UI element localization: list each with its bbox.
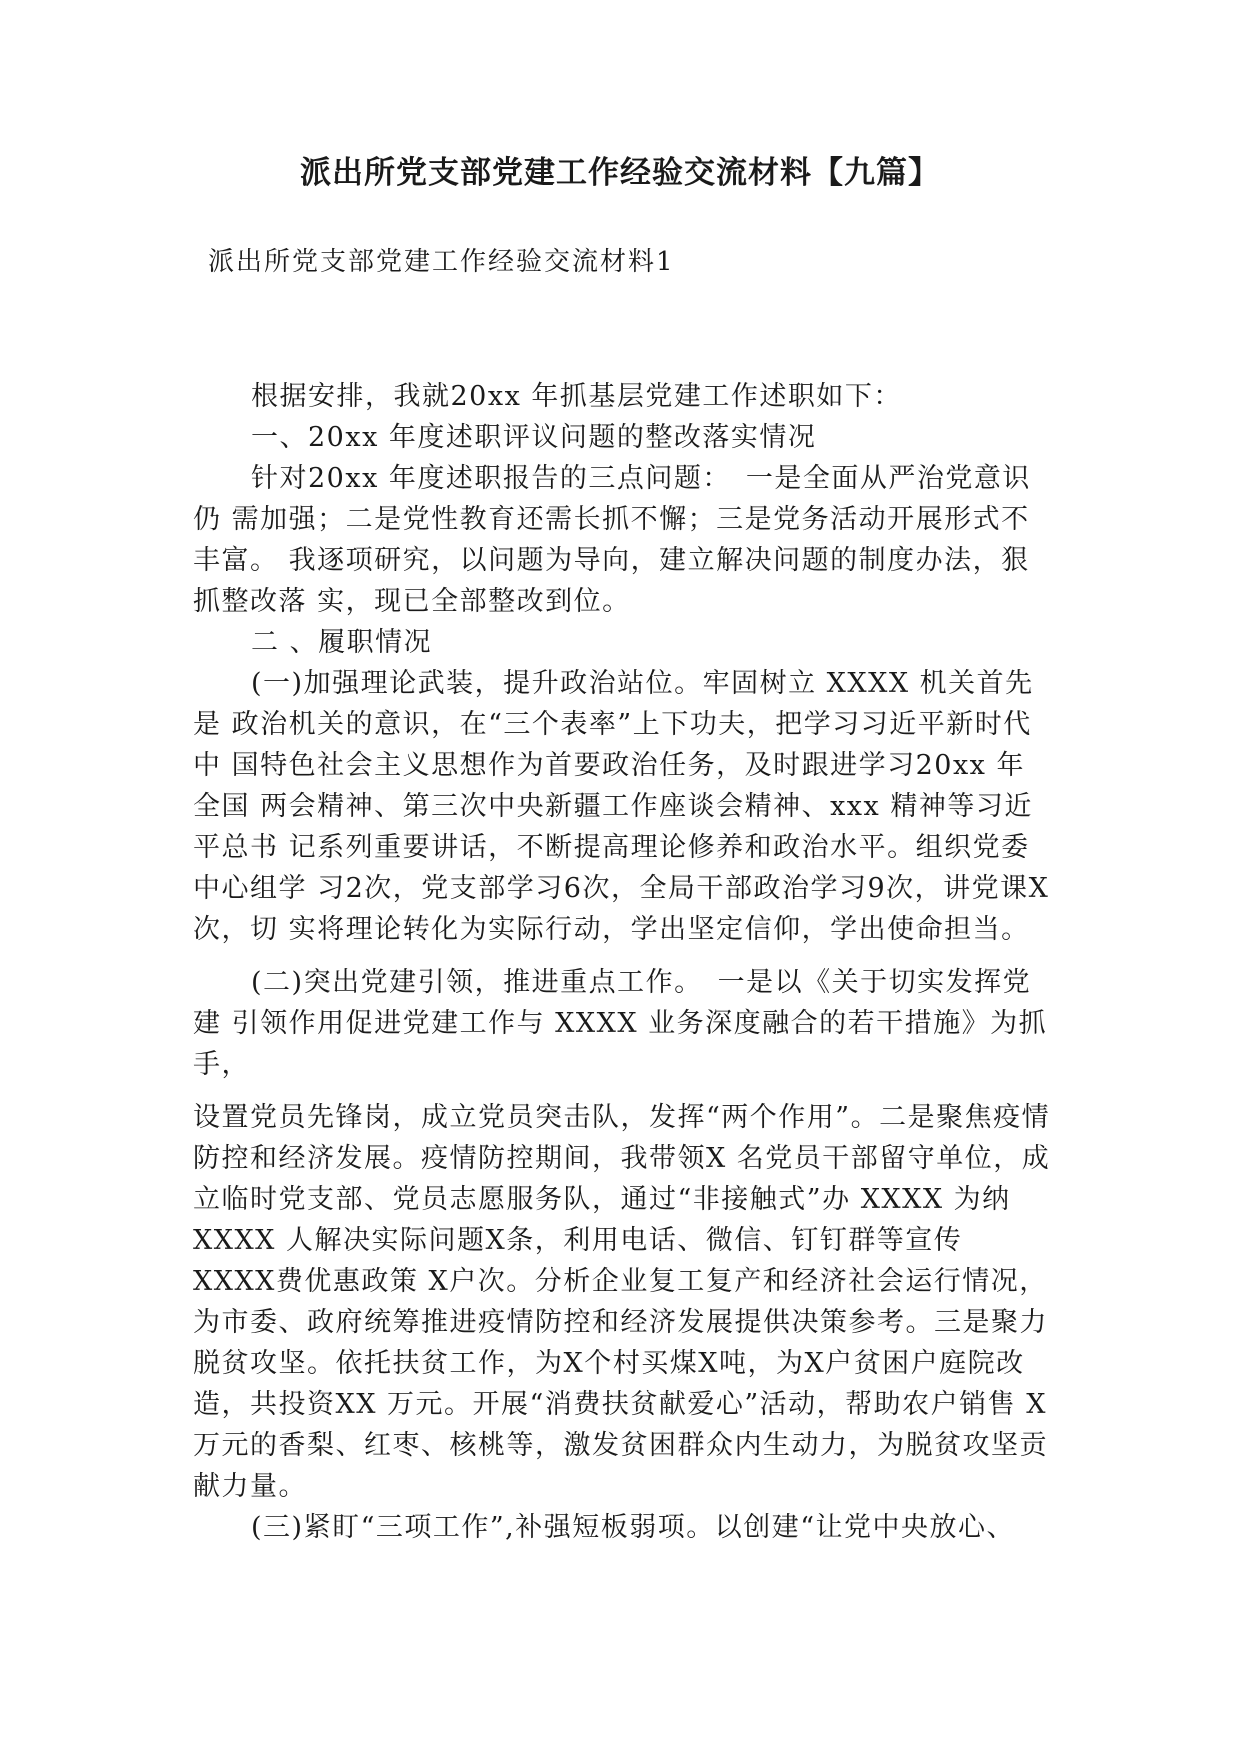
document-title: 派出所党支部党建工作经验交流材料【九篇】 (300, 155, 940, 191)
paragraph-three-tasks: (三)紧盯“三项工作”,补强短板弱项。以创建“让党中央放心、 (251, 1512, 1016, 1543)
document-body (193, 376, 1053, 1548)
paragraph-theory: (一)加强理论武装，提升政治站位。牢固树立 XXXX 机关首先是 政治机关的意识，在“三个表率”上下功夫，把学习习近平新时代中 国特色社会主义思想作为首要政治任务，及时跟进学习20xx 年全国 两会精神、第三次中央新疆工作座谈会精神、xxx 精神等习近平总书 记系列重要讲话，不断提高理论修养和政治水平。组织党委中心组学 习2次，党支部学习6次，全局干部政治学习9次，讲党课X次，切 实将理论转化为实际行动，学出坚定信仰，学出使命担当。 (193, 668, 1050, 945)
paragraph-issues: 针对20xx 年度述职报告的三点问题： 一是全面从严治党意识仍 需加强；二是党性教育还需长抓不懈；三是党务活动开展形式不丰富。 我逐项研究，以问题为导向，建立解决问题的制度办法，狠抓整改落 实，现已全部整改到位。 (193, 463, 1031, 617)
paragraph-intro: 根据安排，我就20xx 年抓基层党建工作述职如下： (251, 381, 902, 412)
paragraph-party-building: (二)突出党建引领，推进重点工作。 一是以《关于切实发挥党建 引领作用促进党建工作与 XXXX 业务深度融合的若干措施》为抓手， (193, 967, 1048, 1080)
section-heading-2: 二 、履职情况 (251, 627, 433, 658)
paragraph-continuation: 设置党员先锋岗，成立党员突击队，发挥“两个作用”。二是聚焦疫情防控和经济发展。疫情防控期间，我带领X 名党员干部留守单位，成立临时党支部、党员志愿服务队，通过“非接触式”办 XXXX 为纳XXXX 人解决实际问题X条，利用电话、微信、钉钉群等宣传 XXXX费优惠政策 X户次。分析企业复工复产和经济社会运行情况，为市委、政府统筹推进疫情防控和经济发展提供决策参考。三是聚力脱贫攻坚。依托扶贫工作，为X个村买煤X吨，为X户贫困户庭院改造，共投资XX 万元。开展“消费扶贫献爱心”活动，帮助农户销售 X 万元的香梨、红枣、核桃等，激发贫困群众内生动力，为脱贫攻坚贡献力量。 (193, 1102, 1051, 1502)
document-subtitle: 派出所党支部党建工作经验交流材料1 (208, 247, 675, 277)
section-heading-1: 一、20xx 年度述职评议问题的整改落实情况 (251, 422, 817, 453)
